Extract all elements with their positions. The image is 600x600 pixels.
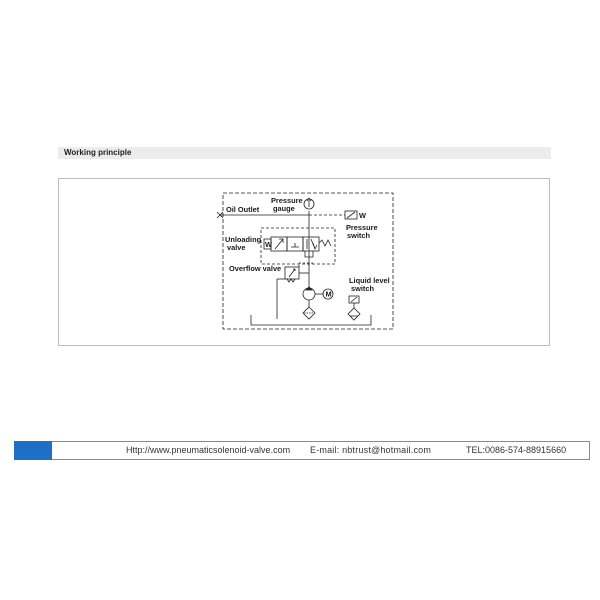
overflow-spring-icon — [287, 279, 295, 282]
hydraulic-schematic — [59, 179, 551, 347]
label-pressure-switch-2: switch — [347, 231, 370, 240]
footer-telephone: TEL:0086-574-88915660 — [466, 445, 567, 455]
label-liquid-level-2: switch — [351, 284, 374, 293]
label-switch-w: W — [359, 211, 366, 220]
spring-icon — [319, 240, 331, 246]
label-pressure-switch-1: Pressure — [346, 223, 378, 232]
label-liquid-level-1: Liquid level — [349, 276, 390, 285]
footer-website-link[interactable]: Http://www.pneumaticsolenoid-valve.com — [126, 445, 291, 455]
label-overflow-valve: Overflow valve — [229, 264, 282, 273]
label-oil-outlet: Oil Outlet — [226, 205, 260, 214]
label-unloading-valve-2: valve — [227, 243, 246, 252]
hydraulic-diagram-frame — [58, 178, 550, 346]
label-solenoid-w: W — [265, 240, 272, 249]
label-pressure-gauge-1: Pressure — [271, 196, 303, 205]
section-title: Working principle — [64, 148, 132, 157]
label-pressure-gauge-2: gauge — [273, 204, 295, 213]
unloading-valve-boundary — [261, 228, 335, 264]
footer-accent-block — [14, 441, 52, 460]
label-motor-m: M — [325, 289, 332, 299]
section-header-bar — [58, 147, 551, 159]
label-unloading-valve-1: Unloading — [225, 235, 262, 244]
page-footer — [14, 441, 590, 460]
footer-email[interactable]: E-mail: nbtrust@hotmail.com — [310, 445, 432, 455]
float-icon — [348, 308, 360, 320]
